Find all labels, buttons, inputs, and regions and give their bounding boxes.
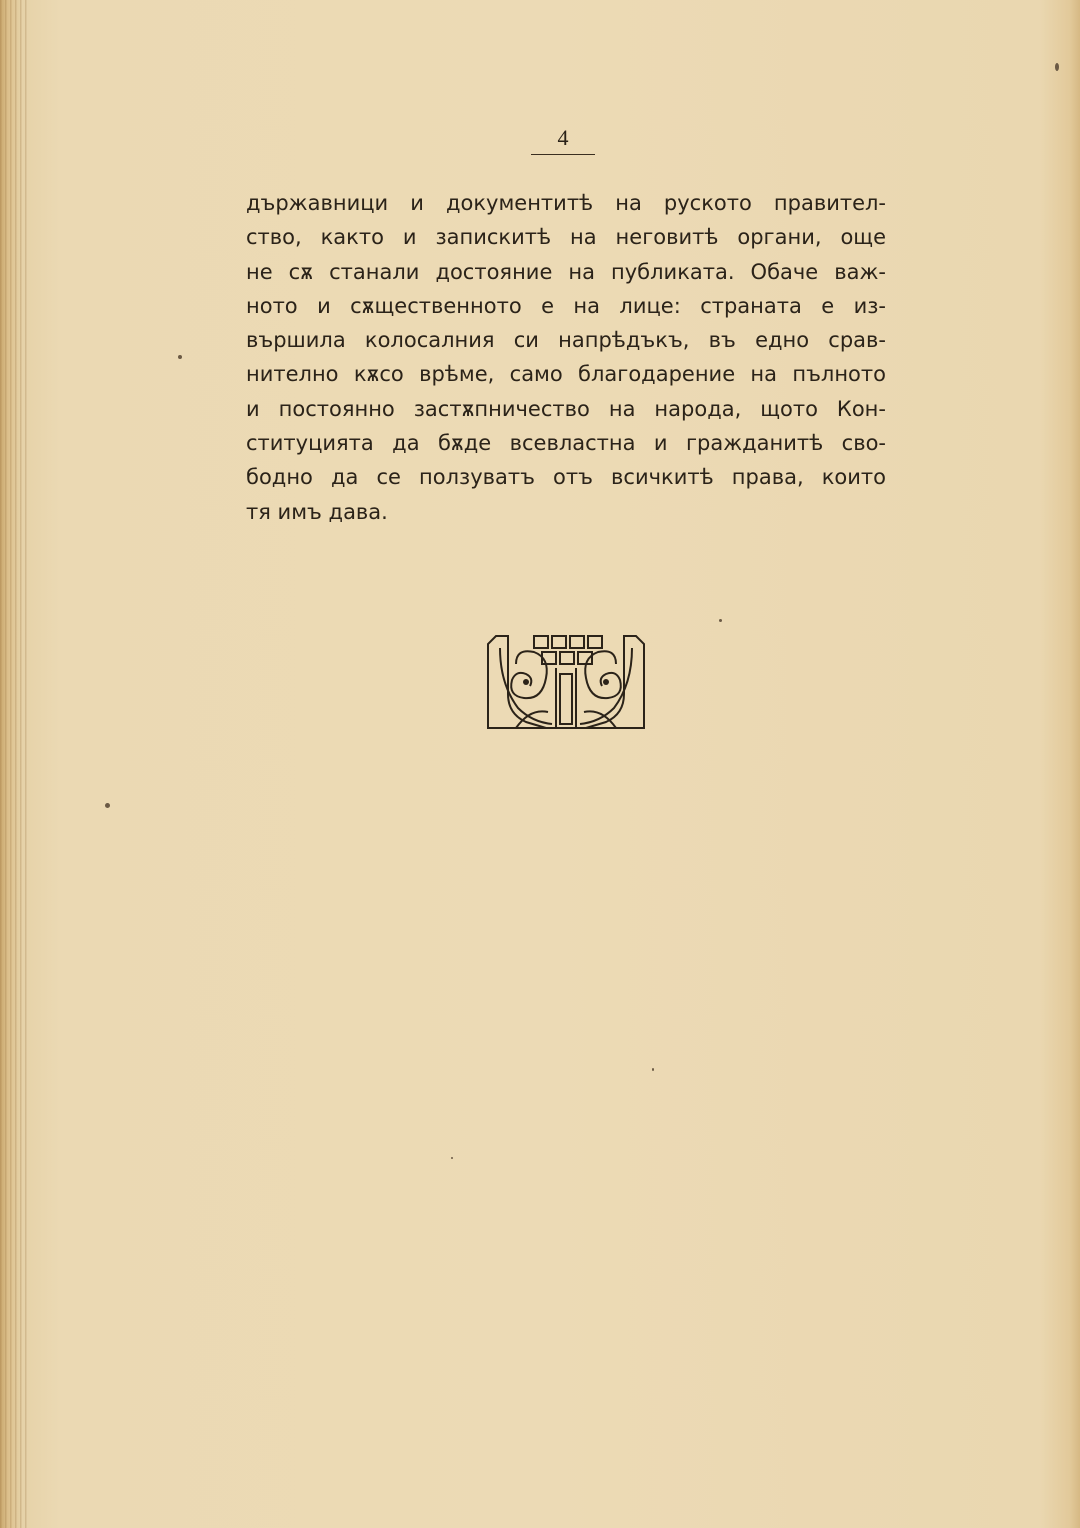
page-number-rule	[531, 154, 595, 155]
paragraph-line: държавници и документитѣ на руското правител-	[246, 191, 886, 215]
paper-speck	[178, 355, 182, 359]
paragraph-line: нително кѫсо врѣме, само благодарение на пълното	[246, 362, 886, 387]
paragraph-line: и постоянно застѫпничество на народа, щото Кон-	[246, 396, 886, 421]
paragraph-line: тя имъ дава.	[246, 499, 388, 524]
body-paragraph	[246, 186, 886, 529]
paragraph-line: ното и сѫщественното е на лице: страната е из-	[246, 293, 886, 318]
paper-speck	[451, 1157, 453, 1159]
paragraph-line: ституцията да бѫде всевластна и гражданитѣ сво-	[246, 431, 886, 456]
paper-speck	[1055, 63, 1059, 71]
tailpiece-ornament-icon	[486, 634, 646, 730]
page-number: 4	[557, 125, 569, 150]
paper-speck	[105, 803, 110, 808]
paragraph-line: бодно да се ползуватъ отъ всичкитѣ права, които	[246, 465, 886, 490]
paragraph-line: вършила колосалния си напрѣдъкъ, въ едно срав-	[246, 328, 886, 353]
page-edge	[0, 0, 30, 1528]
paper-speck	[652, 1068, 654, 1071]
paragraph-line: ство, както и запискитѣ на неговитѣ органи, още	[246, 225, 886, 250]
paper-speck	[719, 619, 722, 622]
paragraph-line: не сѫ станали достояние на публиката. Обаче важ-	[246, 259, 886, 284]
